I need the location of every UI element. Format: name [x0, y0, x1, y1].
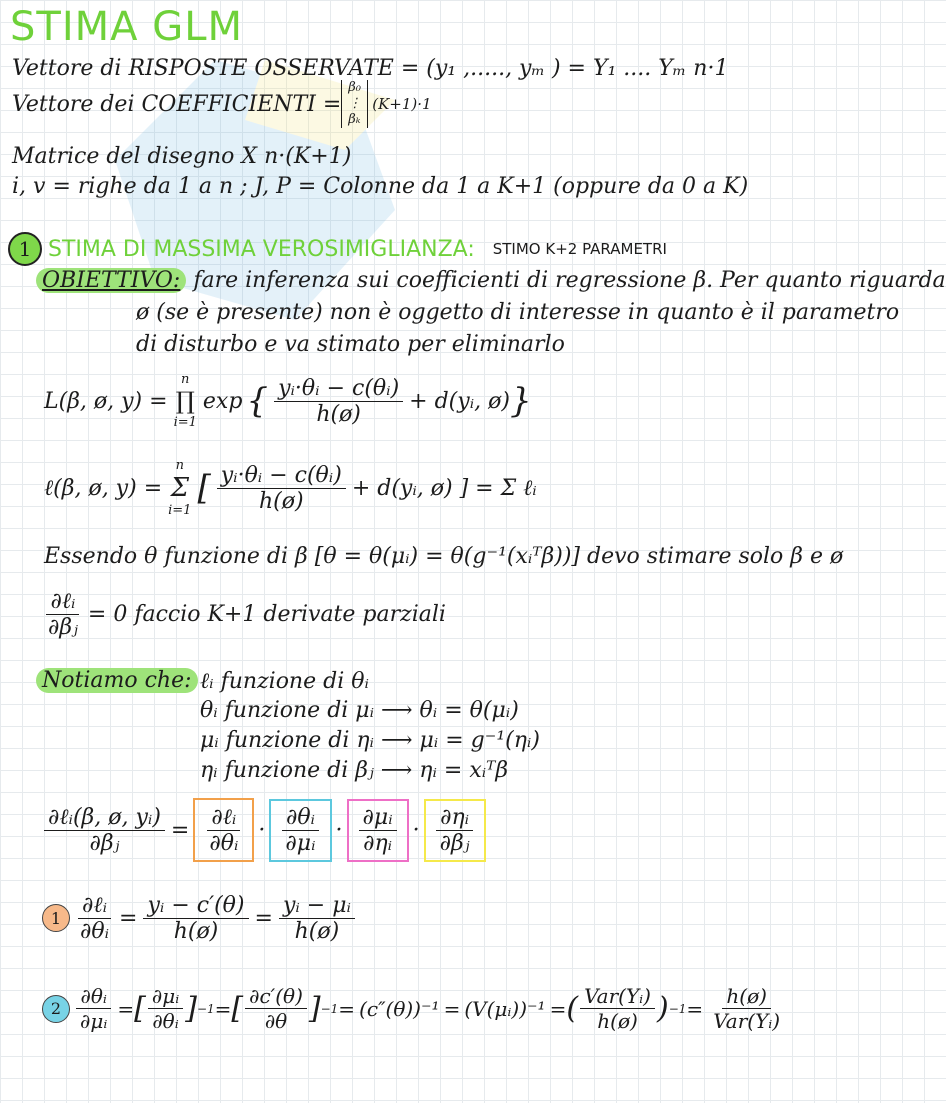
design-matrix-line: Matrice del disegno X n·(K+1) — [12, 144, 352, 169]
page-title: STIMA GLM — [10, 4, 244, 50]
chain-factor-4: $\frac{\text{∂ηᵢ}}{\text{∂βⱼ}}$ — [424, 799, 486, 862]
step-2-variance-ratio: $\frac{\text{Var(Yᵢ)}}{h(ø)}$ — [580, 984, 655, 1033]
step-2-inverse-2: $\frac{\partial c'(\theta)}{\partial\theta}$ — [245, 984, 307, 1033]
likelihood-fraction: $\frac{\text{yᵢ·θᵢ − c(θᵢ)}}{h(ø)}$ — [274, 376, 403, 427]
step-2-term-e: (V(μᵢ))⁻¹ — [464, 996, 546, 1021]
coefficient-vector-label: Vettore dei COEFFICIENTI = — [12, 91, 342, 117]
note-row-1: ℓᵢ funzione di θᵢ — [200, 669, 369, 694]
step-1-result: $\frac{\text{yᵢ − μᵢ}}{h(ø)}$ — [279, 893, 355, 944]
chain-rule-equation: $\frac{\text{∂ℓᵢ(β, ø, yᵢ)}}{\text{∂βⱼ}}$ = $\frac{\text{∂ℓᵢ}}{\text{∂θᵢ}}$ · $\frac{\text{∂θᵢ}}{\text{∂μᵢ}}$ · $\frac{\text{∂μᵢ}}{\text{∂ηᵢ}}$ · $\frac{\text{∂ηᵢ}}{\text{∂βⱼ}}$ — [44, 798, 490, 862]
chain-factor-1: $\frac{\text{∂ℓᵢ}}{\text{∂θᵢ}}$ — [193, 798, 254, 862]
coefficient-matrix — [341, 80, 368, 128]
score-equation-rest: = 0 faccio K+1 derivate parziali — [87, 601, 446, 627]
step-2-term-d: (c″(θ))⁻¹ — [359, 996, 440, 1021]
section-subtitle: STIMO K+2 PARAMETRI — [492, 240, 667, 258]
coefficient-dimension: (K+1)·1 — [372, 95, 432, 113]
likelihood-equation: L(β, ø, y) = n ∏ i=1 exp { $\frac{\text{yᵢ·θᵢ − c(θᵢ)}}{h(ø)}$ + d(yᵢ, ø) } — [44, 372, 532, 430]
chain-factor-2: $\frac{\text{∂θᵢ}}{\text{∂μᵢ}}$ — [269, 799, 331, 862]
matrix-entry-dots: ⋮ — [348, 96, 362, 111]
objective-label: OBIETTIVO: — [36, 268, 186, 293]
step-2-result: $\frac{h(ø)}{\text{Var(Yᵢ)}}$ — [713, 984, 781, 1033]
matrix-entry-beta0: β₀ — [348, 80, 361, 95]
section-number: 1 — [8, 232, 42, 266]
product-operator: n ∏ i=1 — [173, 372, 197, 430]
objective-line-3: di disturbo e va stimato per eliminarlo — [136, 332, 565, 357]
note-row-3: μᵢ funzione di ηᵢ ⟶ μᵢ = g⁻¹(ηᵢ) — [200, 728, 540, 753]
section-title: STIMA DI MASSIMA VEROSIMIGLIANZA: — [48, 236, 475, 262]
step-1-equation: 1 $\frac{\text{∂ℓᵢ}}{\text{∂θᵢ}}$ = $\frac{\text{yᵢ − c′(θ)}}{h(ø)}$ = $\frac{\text{yᵢ − μᵢ}}{h(ø)}$ — [42, 892, 361, 944]
log-likelihood-equation: ℓ(β, ø, y) = n Σ i=1 [ $\frac{\text{yᵢ·θᵢ − c(θᵢ)}}{h(ø)}$ + d(yᵢ, ø) ] = Σ ℓᵢ — [44, 458, 537, 518]
step-2-inverse-1: $\frac{\text{∂μᵢ}}{\text{∂θᵢ}}$ — [148, 984, 183, 1033]
score-fraction: $\frac{\text{∂ℓᵢ}}{\text{∂βⱼ}}$ — [48, 589, 78, 640]
step-2-badge: 2 — [42, 995, 70, 1023]
objective-line-2: ø (se è presente) non è oggetto di interesse in quanto è il parametro — [136, 300, 900, 325]
theta-dependency-line: Essendo θ funzione di β [θ = θ(μᵢ) = θ(g⁻¹(xᵢᵀβ))] devo stimare solo β e ø — [44, 544, 844, 569]
likelihood-tail: + d(yᵢ, ø) — [409, 388, 510, 414]
partial-derivative-equation — [44, 588, 446, 640]
exp-label: exp — [202, 388, 243, 414]
step-2-lhs: $\frac{\text{∂θᵢ}}{\text{∂μᵢ}}$ — [76, 984, 111, 1033]
step-1-badge: 1 — [42, 904, 70, 932]
objective-line-1 — [36, 268, 946, 293]
sum-operator: n Σ i=1 — [168, 458, 192, 518]
chain-factor-3: $\frac{\text{∂μᵢ}}{\text{∂ηᵢ}}$ — [347, 799, 409, 862]
objective-text-1: fare inferenza sui coefficienti di regressione β. Per quanto riguarda — [193, 268, 946, 293]
indices-line: i, v = righe da 1 a n ; J, P = Colonne da 1 a K+1 (oppure da 0 a K) — [12, 174, 749, 199]
log-likelihood-lhs: ℓ(β, ø, y) = — [44, 476, 163, 501]
log-likelihood-fraction: $\frac{\text{yᵢ·θᵢ − c(θᵢ)}}{h(ø)}$ — [217, 463, 346, 514]
likelihood-lhs: L(β, ø, y) = — [44, 388, 168, 414]
log-likelihood-tail: + d(yᵢ, ø) ] = Σ ℓᵢ — [351, 476, 537, 501]
step-2-equation: 2 $\frac{\text{∂θᵢ}}{\text{∂μᵢ}}$ = [ $\frac{\text{∂μᵢ}}{\text{∂θᵢ}}$ ] −1 = [ $\frac{\partial c'(\theta)}{\partial\theta}$ ] −1 = (c″(θ))⁻¹ = (V(μᵢ))⁻¹ = ( $\frac{\text{Var(Yᵢ)}}{h(ø)}$ ) −1 = $\frac{h(ø)}{\text{Var(Yᵢ)}}$ — [42, 984, 790, 1033]
response-vector-line: Vettore di RISPOSTE OSSERVATE = (y₁ ,....., yₘ ) = Y₁ .... Yₘ n·1 — [12, 56, 729, 81]
step-1-middle: $\frac{\text{yᵢ − c′(θ)}}{h(ø)}$ — [143, 893, 248, 944]
coefficient-vector-line — [12, 80, 432, 128]
note-row-4: ηᵢ funzione di βⱼ ⟶ ηᵢ = xᵢᵀβ — [200, 758, 509, 783]
matrix-entry-betak: βₖ — [348, 112, 361, 127]
note-row-2: θᵢ funzione di μᵢ ⟶ θᵢ = θ(μᵢ) — [200, 698, 519, 723]
note-label: Notiamo che: — [36, 668, 198, 693]
section-heading — [8, 232, 667, 266]
step-1-lhs: $\frac{\text{∂ℓᵢ}}{\text{∂θᵢ}}$ — [80, 893, 110, 944]
chain-lhs: $\frac{\text{∂ℓᵢ(β, ø, yᵢ)}}{\text{∂βⱼ}}$ — [44, 804, 165, 856]
